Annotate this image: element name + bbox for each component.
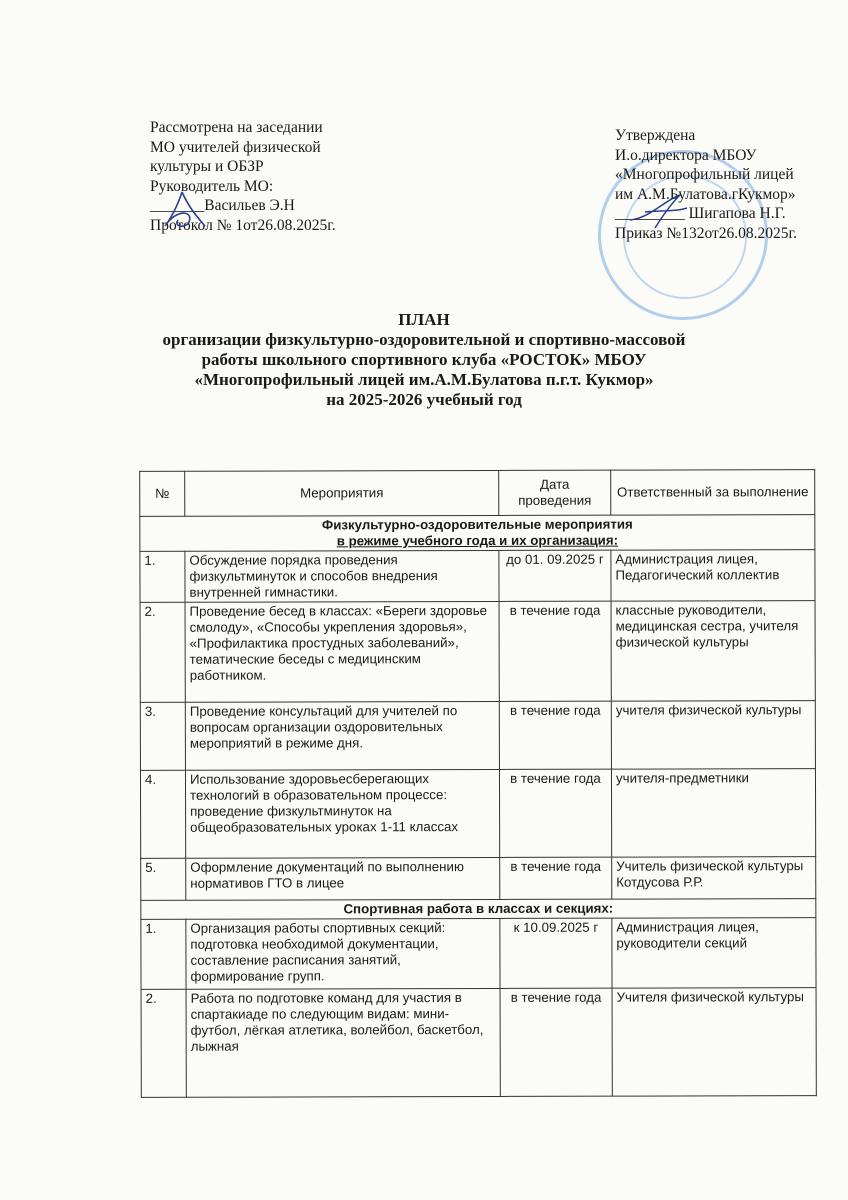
row-date: до 01. 09.2025 г (499, 550, 611, 601)
header-number: № (140, 471, 185, 516)
document-title (0, 310, 848, 410)
approval-line: Утверждена (615, 127, 696, 144)
table-row (140, 601, 815, 703)
row-date: к 10.09.2025 г (500, 918, 612, 988)
row-number: 1. (141, 919, 186, 989)
row-event: Использование здоровьесберегающих технологий в образовательном процессе: проведение физкультминуток на общеобразовательных уроках 1-11 классах (185, 769, 499, 858)
approval-line: МО учителей физической (150, 138, 321, 156)
section-title: Физкультурно-оздоровительные мероприятия (321, 516, 633, 533)
row-responsible: учителя-предметники (611, 769, 815, 858)
row-number: 2. (141, 989, 186, 1097)
table-row (141, 857, 816, 901)
row-event: Проведение бесед в классах: «Береги здоровье смолоду», «Способы укрепления здоровья», «Профилактика простудных заболеваний», тематические беседы с медицинским работником. (185, 601, 499, 702)
row-responsible: классные руководители, медицинская сестра, учителя физической культуры (611, 601, 815, 702)
signature-shigapova (625, 190, 695, 230)
row-responsible: Администрация лицея, руководители секций (612, 918, 816, 989)
approval-line: Рассмотрена на заседании (150, 119, 323, 136)
row-number: 2. (140, 602, 185, 702)
row-event: Работа по подготовке команд для участия в спартакиаде по следующим видам: мини-футбол, лёгкая атлетика, волейбол, баскетбол, лыжная (186, 988, 500, 1097)
title-line: ПЛАН (398, 310, 450, 329)
table-row (140, 769, 815, 859)
row-number: 3. (140, 702, 185, 770)
row-date: в течение года (499, 701, 611, 769)
title-line: на 2025-2026 учебный год (326, 390, 522, 409)
row-event: Организация работы спортивных секций: подготовка необходимой документации, составление расписания занятий, формирование групп. (186, 918, 500, 989)
row-event: Оформление документаций по выполнению нормативов ГТО в лицее (186, 857, 500, 900)
row-responsible: Администрация лицея, Педагогический коллектив (611, 550, 815, 602)
signature-line: _______Васильев Э.Н (150, 197, 295, 214)
title-line: работы школьного спортивного клуба «РОСТОК» МБОУ (201, 350, 647, 369)
title-line: организации физкультурно-оздоровительной и спортивно-массовой (162, 330, 686, 349)
signature-line: _________ Шигапова Н.Г. (615, 205, 786, 222)
row-responsible: учителя физической культуры (611, 701, 815, 770)
row-date: в течение года (500, 988, 612, 1096)
row-date: в течение года (500, 857, 612, 899)
row-date: в течение года (499, 601, 611, 701)
approval-line: И.о.директора МБОУ (615, 146, 757, 164)
header-date: Дата проведения (499, 470, 611, 515)
row-number: 1. (140, 551, 185, 602)
section-title: Спортивная работа в классах и секциях: (141, 899, 816, 920)
order-line: Приказ №132от26.08.2025г. (615, 224, 798, 242)
approval-line: «Многопрофильный лицей (615, 166, 794, 183)
row-number: 5. (141, 858, 186, 900)
signature-vasiliev (160, 190, 220, 230)
row-responsible: Учителя физической культуры (612, 988, 816, 1097)
approval-line: Руководитель МО: (150, 177, 274, 195)
table-row (141, 988, 816, 1098)
table-row (141, 918, 816, 990)
row-responsible: Учитель физической культуры Котдусова Р.Р. (612, 857, 816, 900)
section-subtitle: в режиме учебного года и их организация: (336, 532, 619, 549)
approval-line: культуры и ОБЗР (150, 158, 264, 175)
section-row (141, 899, 816, 920)
row-date: в течение года (499, 769, 611, 857)
plan-table (139, 469, 817, 1098)
header-responsible: Ответственный за выполнение (611, 470, 815, 516)
title-line: «Многопрофильный лицей им.А.М.Булатова п.г.т. Кукмор» (194, 370, 654, 389)
row-number: 4. (140, 770, 185, 858)
protocol-line: Протокол № 1от26.08.2025г. (150, 216, 336, 234)
section-row (140, 515, 815, 552)
row-event: Проведение консультаций для учителей по вопросам организации оздоровительных мероприятий в режиме дня. (185, 701, 499, 770)
row-event: Обсуждение порядка проведения физкультминуток и способов внедрения внутренней гимнастики. (185, 550, 499, 602)
approval-line: им А.М.Булатова.гКукмор» (615, 185, 796, 203)
table-row (140, 701, 815, 771)
table-header (140, 470, 815, 517)
table-row (140, 550, 815, 603)
header-event: Мероприятия (185, 470, 499, 516)
